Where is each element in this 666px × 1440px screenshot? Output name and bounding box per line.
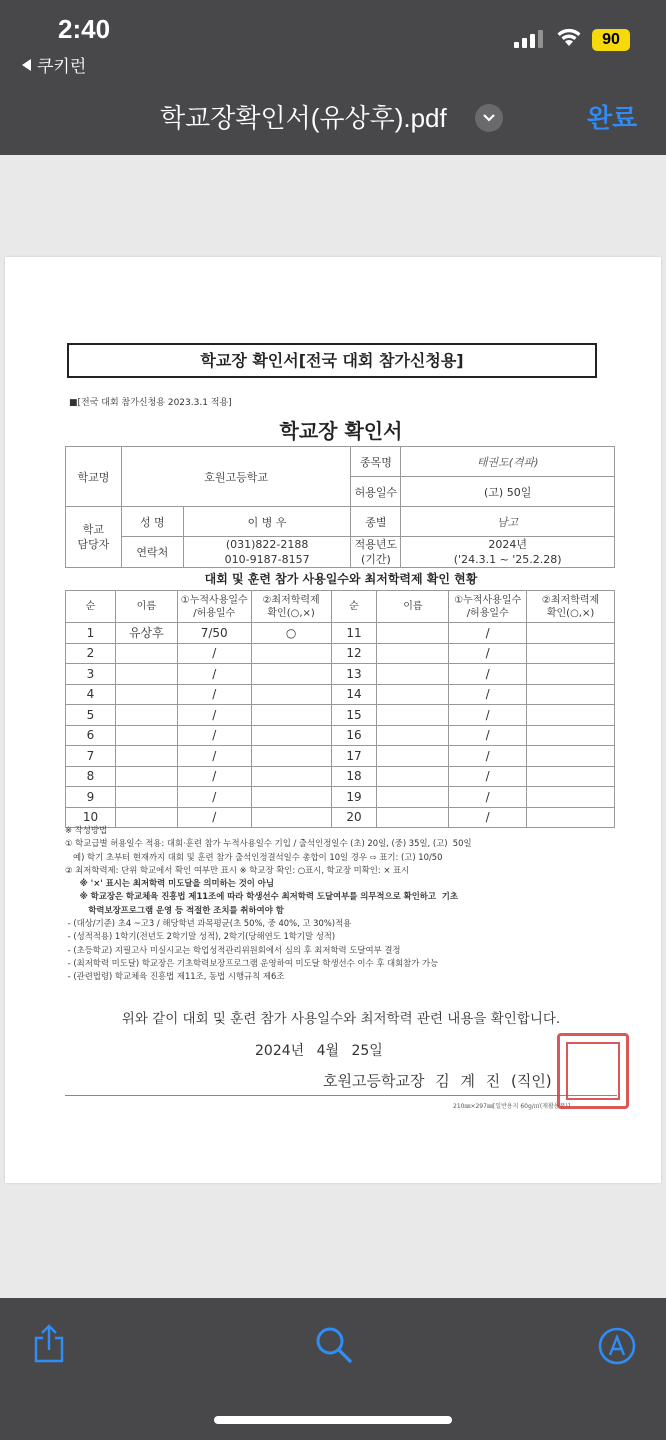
table-cell: /: [177, 725, 251, 746]
share-icon[interactable]: [31, 1324, 67, 1364]
table-cell: [115, 643, 177, 664]
table-cell: /: [449, 766, 527, 787]
note-line: ① 학교급별 허용일수 적용: 대회·훈련 참가 누적사용일수 기입 / 출석인정일수 (초) 20일, (중) 35일, (고) 50일: [65, 838, 472, 849]
table-cell: [251, 664, 331, 685]
paper-info: 210㎜×297㎜[일반용지 60g/㎡(재활용품)]: [453, 1103, 571, 1110]
table-cell: 16: [331, 725, 377, 746]
table-cell: [377, 746, 449, 767]
table-cell: 19: [331, 787, 377, 808]
table-cell: /: [177, 766, 251, 787]
col-name-2: 이름: [377, 591, 449, 623]
table-cell: [377, 664, 449, 685]
sport-value: 태권도(격파): [401, 447, 615, 477]
table-cell: [251, 725, 331, 746]
table-cell: [251, 787, 331, 808]
table-cell: [377, 623, 449, 644]
table-cell: 13: [331, 664, 377, 685]
note-line: ※ '×' 표시는 최저학력 미도달을 의미하는 것이 아님: [65, 878, 274, 889]
note-line: ※ 학교장은 학교체육 진흥법 제11조에 따라 학생선수 최저학력 도달여부를 의무적으로 확인하고 기초: [65, 891, 458, 902]
table-cell: [527, 623, 615, 644]
table-cell: 18: [331, 766, 377, 787]
school-name: 호원고등학교: [121, 447, 351, 507]
table-cell: /: [177, 664, 251, 685]
table-cell: [527, 746, 615, 767]
home-indicator[interactable]: [214, 1416, 452, 1424]
sport-label: 종목명: [351, 447, 401, 477]
table-row: [66, 766, 615, 787]
table-row: [66, 643, 615, 664]
main-title: 학교장 확인서: [279, 419, 403, 443]
divider: [65, 1095, 617, 1096]
battery-indicator: 90: [592, 29, 630, 51]
table-row: [66, 705, 615, 726]
year-value: 2024년 ('24.3.1 ~ '25.2.28): [401, 537, 615, 568]
note-line: - (최저학력 미도달) 학교장은 기초학력보장프로그램 운영하여 미도달 학생선수 이수 후 대회참가 가능: [65, 957, 439, 968]
table-cell: [115, 787, 177, 808]
table-cell: [527, 664, 615, 685]
table-cell: 유상후: [115, 623, 177, 644]
table-cell: [115, 664, 177, 685]
table-cell: 15: [331, 705, 377, 726]
markup-icon[interactable]: [597, 1326, 637, 1366]
table-cell: /: [449, 705, 527, 726]
col-no-2: 순: [331, 591, 377, 623]
table-cell: 9: [66, 787, 116, 808]
note-line: - (대상/기준) 초4 ~고3 / 해당학년 과목평균(초 50%, 중 40%, 고 30%)적용: [65, 918, 352, 929]
table-cell: [251, 766, 331, 787]
status-time: 2:40: [58, 14, 111, 44]
table-row: [66, 787, 615, 808]
col-check: ②최저학력제 확인(○,×): [251, 591, 331, 623]
table-cell: [377, 705, 449, 726]
note-line: 학력보장프로그램 운영 등 적절한 조치를 취하여야 함: [65, 904, 284, 915]
usage-subtitle: 대회 및 훈련 참가 사용일수와 최저학력제 확인 현황: [204, 572, 478, 586]
table-row: [66, 664, 615, 685]
table-cell: [377, 766, 449, 787]
header-box: 학교장 확인서[전국 대회 참가신청용]: [67, 343, 597, 378]
table-cell: [251, 705, 331, 726]
year-label: 적용년도 (기간): [351, 537, 401, 568]
pdf-page[interactable]: [5, 257, 661, 1183]
table-cell: 17: [331, 746, 377, 767]
table-cell: [115, 705, 177, 726]
table-cell: [115, 684, 177, 705]
table-cell: [377, 787, 449, 808]
table-cell: [527, 643, 615, 664]
allowed-value: (고) 50일: [401, 477, 615, 507]
issue-date: 2024년 4월 25일: [255, 1043, 383, 1059]
cellular-signal-icon: [514, 30, 543, 48]
table-cell: [527, 787, 615, 808]
table-cell: [115, 766, 177, 787]
table-cell: /: [177, 684, 251, 705]
contact-label: 연락처: [121, 537, 183, 568]
table-cell: /: [449, 746, 527, 767]
table-cell: 2: [66, 643, 116, 664]
table-cell: [251, 746, 331, 767]
table-cell: 6: [66, 725, 116, 746]
done-button[interactable]: 완료: [587, 104, 638, 134]
table-cell: 11: [331, 623, 377, 644]
table-cell: 4: [66, 684, 116, 705]
table-cell: /: [449, 725, 527, 746]
signer: 호원고등학교장 김 계 진 (직인): [323, 1072, 552, 1090]
col-days-2: ①누적사용일수 /허용일수: [449, 591, 527, 623]
top-bar: 2:40 쿠키런 90 학교장확인서(유상후).pdf 완료: [0, 0, 666, 155]
table-row: [66, 684, 615, 705]
note-line: ② 최저학력제: 단위 학교에서 확인 여부만 표시 ※ 학교장 확인: ○표시, 학교장 미확인: × 표시: [65, 864, 410, 875]
table-cell: 7/50: [177, 623, 251, 644]
manager-name: 이 병 우: [183, 507, 351, 537]
usage-table: [65, 590, 615, 828]
table-cell: 12: [331, 643, 377, 664]
table-cell: /: [449, 643, 527, 664]
table-cell: /: [449, 807, 527, 828]
writing-notes: [65, 824, 617, 984]
table-cell: [115, 725, 177, 746]
note-line: - (관련법령) 학교체육 진흥법 제11조, 동법 시행규칙 제6조: [65, 971, 285, 982]
note-line: ※ 작성방법: [65, 825, 108, 835]
wifi-icon: [556, 26, 582, 48]
table-cell: 7: [66, 746, 116, 767]
applied-note: ■[전국 대회 참가신청용 2023.3.1 적용]: [69, 398, 232, 408]
name-label: 성 명: [121, 507, 183, 537]
table-cell: 5: [66, 705, 116, 726]
table-row: [66, 746, 615, 767]
school-label: 학교명: [66, 447, 122, 507]
note-line: - (성적적용) 1학기(전년도 2학기말 성적), 2학기(당해연도 1학기말 성적): [65, 931, 336, 942]
back-arrow-icon: [22, 59, 31, 71]
back-app-label: 쿠키런: [37, 57, 87, 77]
table-cell: 1: [66, 623, 116, 644]
table-row: [66, 725, 615, 746]
back-to-app[interactable]: [22, 52, 86, 77]
table-cell: /: [449, 623, 527, 644]
table-cell: /: [177, 705, 251, 726]
manager-label: 학교 담당자: [66, 507, 122, 568]
note-line: 예) 학기 초부터 현재까지 대회 및 훈련 참가 출석인정결석일수 총합이 10일 경우 ⇨ 표기: (고) 10/50: [65, 851, 443, 862]
table-cell: [377, 643, 449, 664]
table-cell: [251, 684, 331, 705]
table-cell: [377, 684, 449, 705]
table-cell: [251, 643, 331, 664]
table-cell: /: [449, 787, 527, 808]
table-cell: ○: [251, 623, 331, 644]
table-cell: /: [177, 807, 251, 828]
col-check-2: ②최저학력제 확인(○,×): [527, 591, 615, 623]
table-cell: 3: [66, 664, 116, 685]
table-cell: [527, 725, 615, 746]
table-cell: [527, 766, 615, 787]
search-icon[interactable]: [314, 1325, 354, 1365]
confirm-statement: 위와 같이 대회 및 훈련 참가 사용일수와 최저학력 관련 내용을 확인합니다.: [121, 1011, 561, 1027]
table-cell: 8: [66, 766, 116, 787]
col-no: 순: [66, 591, 116, 623]
table-cell: 14: [331, 684, 377, 705]
official-seal-stamp: [557, 1033, 629, 1109]
info-table: [65, 446, 615, 568]
table-cell: /: [177, 643, 251, 664]
table-cell: [115, 746, 177, 767]
table-cell: [527, 684, 615, 705]
col-days: ①누적사용일수 /허용일수: [177, 591, 251, 623]
table-cell: [527, 705, 615, 726]
table-row: [66, 623, 615, 644]
col-name: 이름: [115, 591, 177, 623]
contact-value: (031)822-2188 010-9187-8157: [183, 537, 351, 568]
gender-value: 남고: [401, 507, 615, 537]
table-cell: /: [177, 746, 251, 767]
title-menu-button[interactable]: [475, 104, 503, 132]
table-cell: /: [449, 684, 527, 705]
note-line: - (초등학교) 지필고사 미실시교는 학업성적관리위원회에서 심의 후 최저학력 도달여부 결정: [65, 944, 401, 955]
table-cell: /: [449, 664, 527, 685]
gender-label: 종별: [351, 507, 401, 537]
table-cell: 10: [66, 807, 116, 828]
table-cell: [377, 725, 449, 746]
allowed-label: 허용일수: [351, 477, 401, 507]
chevron-down-icon: [482, 113, 496, 123]
table-cell: /: [177, 787, 251, 808]
table-cell: 20: [331, 807, 377, 828]
